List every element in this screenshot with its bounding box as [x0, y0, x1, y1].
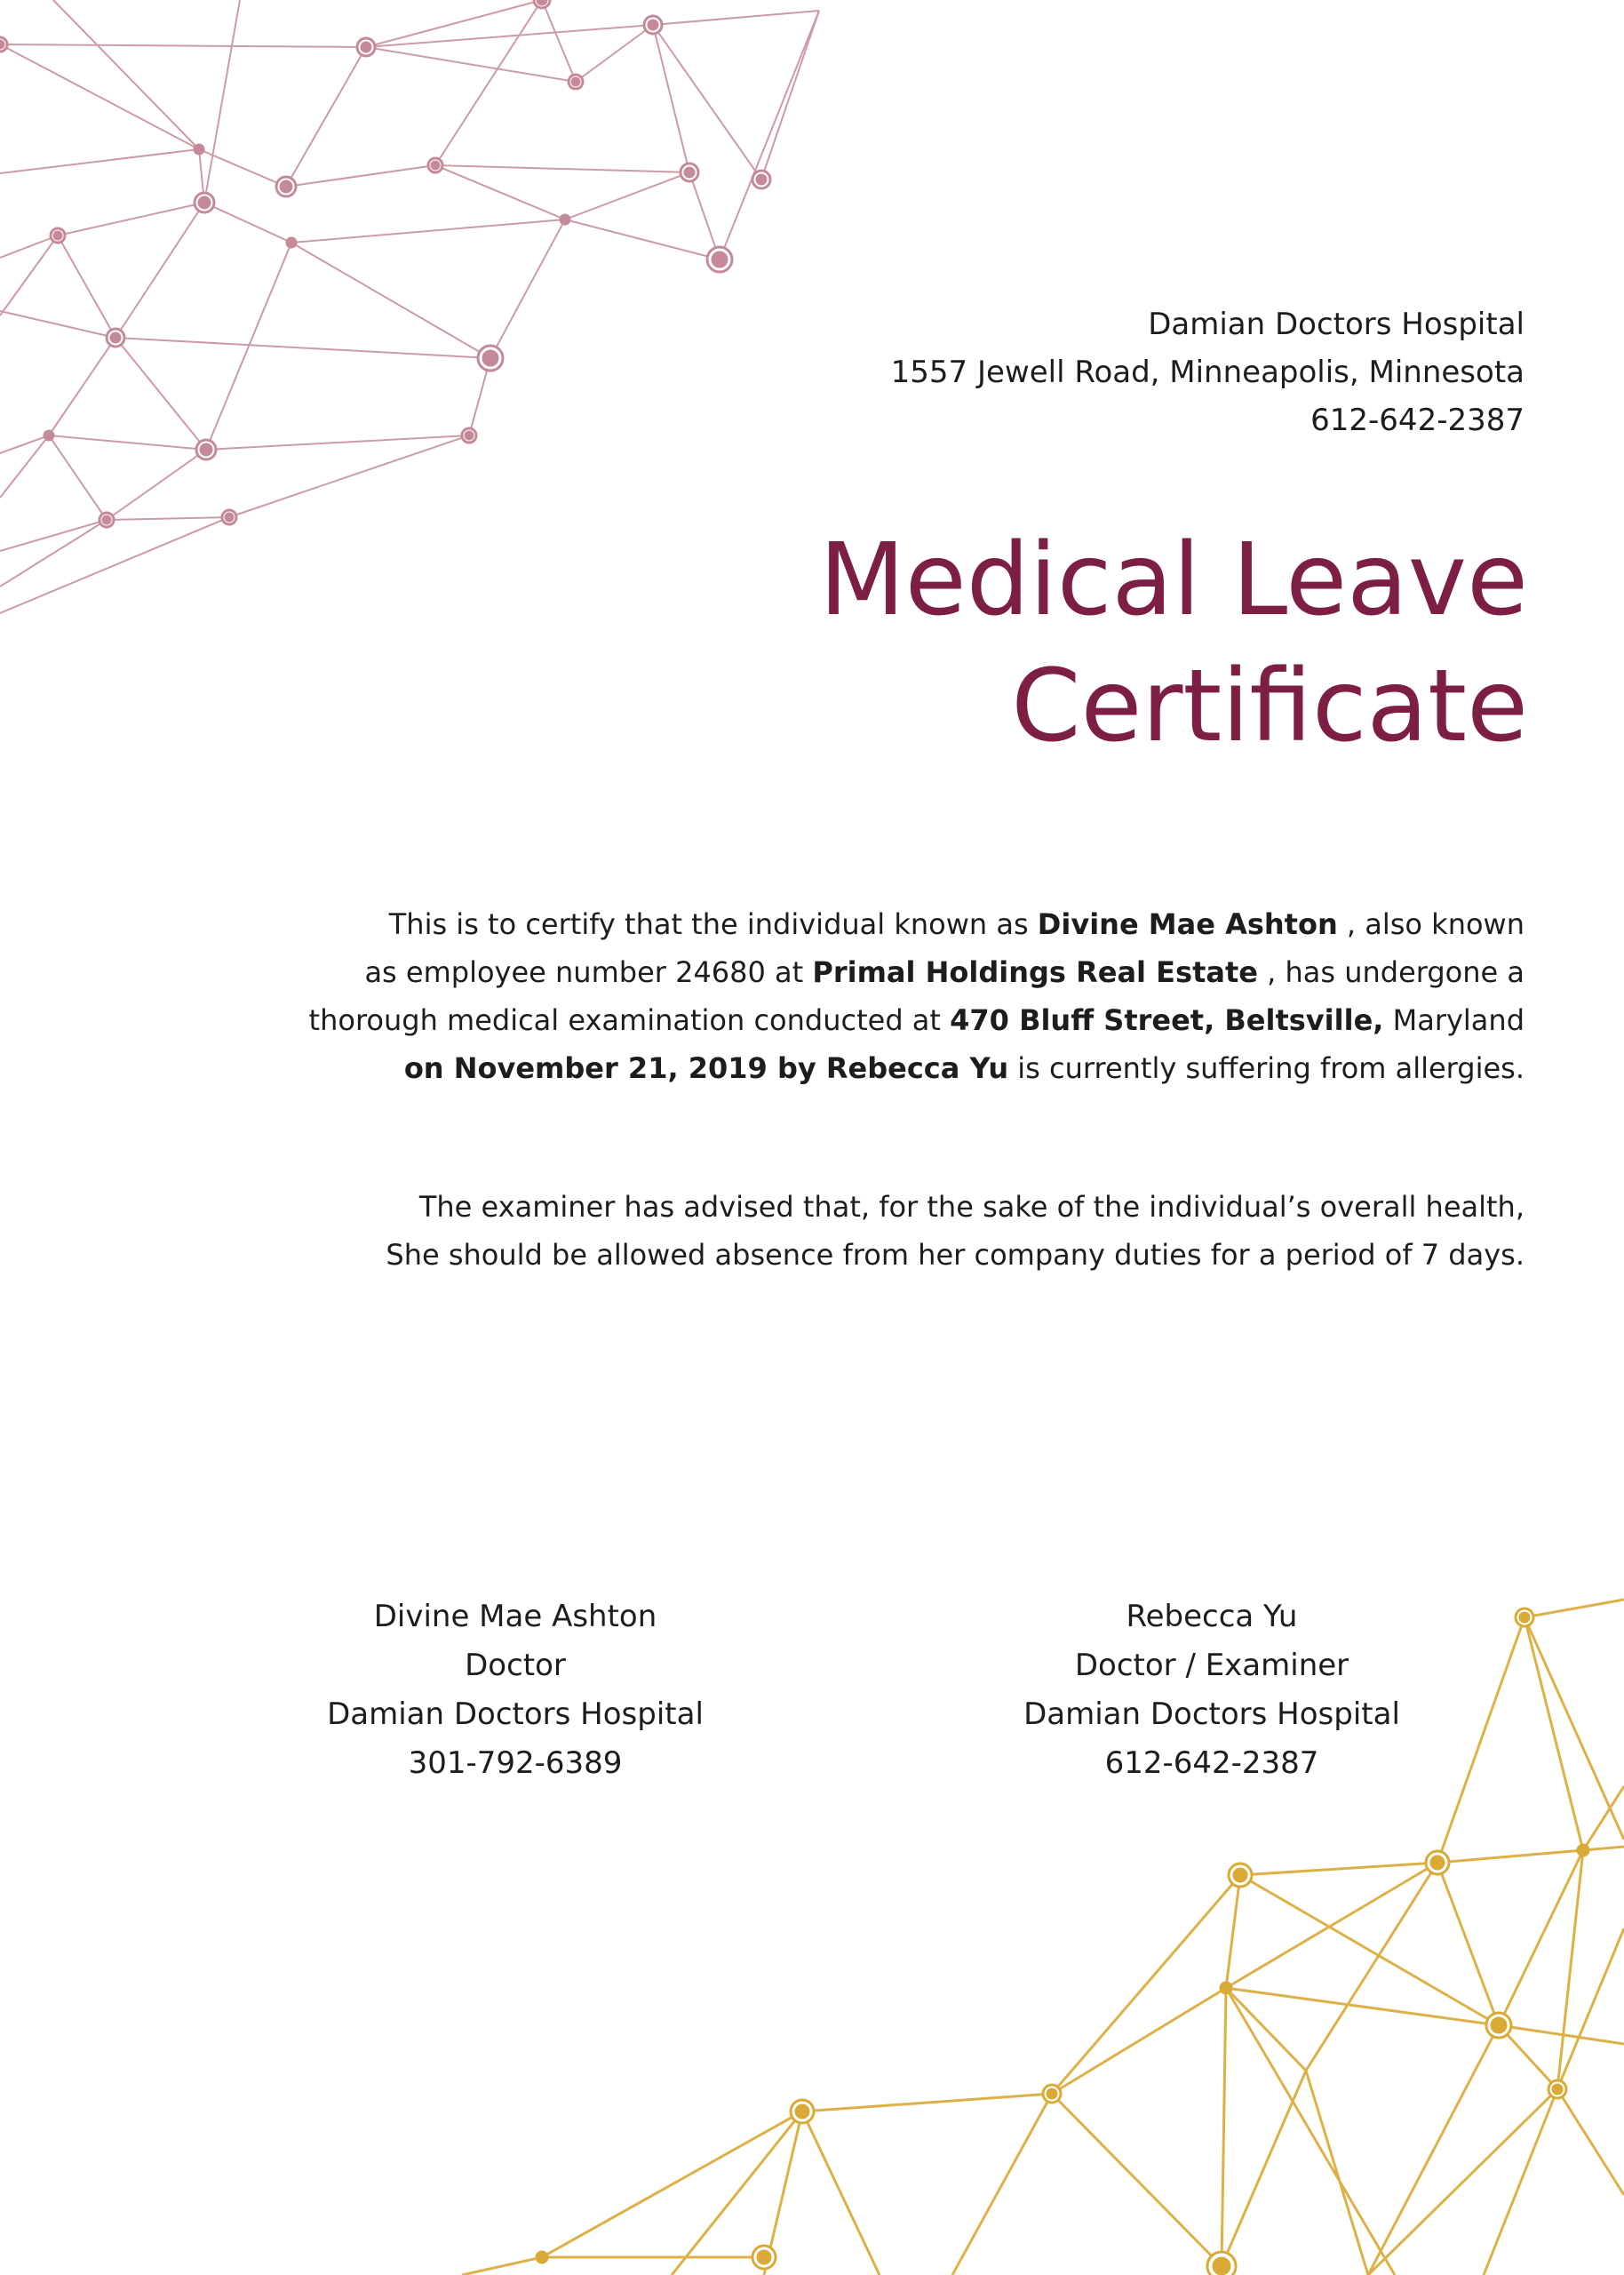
hospital-phone: 612-642-2387: [1310, 403, 1524, 438]
signature-block-left: [267, 1592, 764, 1788]
text-segment: as employee number 24680 at: [364, 955, 813, 989]
text-segment: , also known: [1337, 907, 1524, 941]
signatory-phone: 612-642-2387: [1104, 1745, 1319, 1781]
signatory-phone: 301-792-6389: [408, 1745, 623, 1781]
signatory-organization: Damian Doctors Hospital: [327, 1696, 704, 1732]
signatory-organization: Damian Doctors Hospital: [1023, 1696, 1400, 1732]
recommendation-line-1: The examiner has advised that, for the sake of the individual’s overall health,: [418, 1190, 1524, 1224]
exam-location: 470 Bluff Street, Beltsville,: [950, 1003, 1384, 1037]
company-name: Primal Holdings Real Estate: [812, 955, 1258, 989]
text-segment: This is to certify that the individual known as: [388, 907, 1038, 941]
signatory-name: Rebecca Yu: [1126, 1599, 1298, 1634]
hospital-name: Damian Doctors Hospital: [1148, 307, 1524, 342]
exam-date-and-examiner: on November 21, 2019 by Rebecca Yu: [403, 1051, 1009, 1085]
text-segment: Maryland: [1383, 1003, 1524, 1037]
signatory-role: Doctor / Examiner: [1074, 1648, 1349, 1683]
recommendation-paragraph: [386, 1183, 1524, 1279]
recommendation-line-2: She should be allowed absence from her company duties for a period of 7 days.: [386, 1238, 1524, 1272]
signatory-name: Divine Mae Ashton: [373, 1599, 657, 1634]
hospital-address: 1557 Jewell Road, Minneapolis, Minnesota: [890, 355, 1524, 390]
signatory-role: Doctor: [465, 1648, 566, 1683]
text-segment: thorough medical examination conducted at: [308, 1003, 951, 1037]
certificate-title-line-1: Medical Leave: [819, 523, 1528, 638]
certificate-title-line-2: Certificate: [1011, 649, 1528, 764]
certificate-title: [819, 517, 1528, 770]
text-segment: , has undergone a: [1257, 955, 1524, 989]
certification-line-4: [309, 1044, 1524, 1092]
text-segment: is currently suffering from allergies.: [1008, 1051, 1524, 1085]
signature-block-right: [963, 1592, 1461, 1788]
certification-line-3: [309, 996, 1524, 1044]
patient-name: Divine Mae Ashton: [1037, 907, 1338, 941]
network-graph-decoration-top: [0, 0, 835, 622]
certification-line-2: [309, 948, 1524, 996]
certification-paragraph: [309, 900, 1524, 1092]
hospital-address-block: [891, 300, 1524, 444]
certification-line-1: [309, 900, 1524, 948]
